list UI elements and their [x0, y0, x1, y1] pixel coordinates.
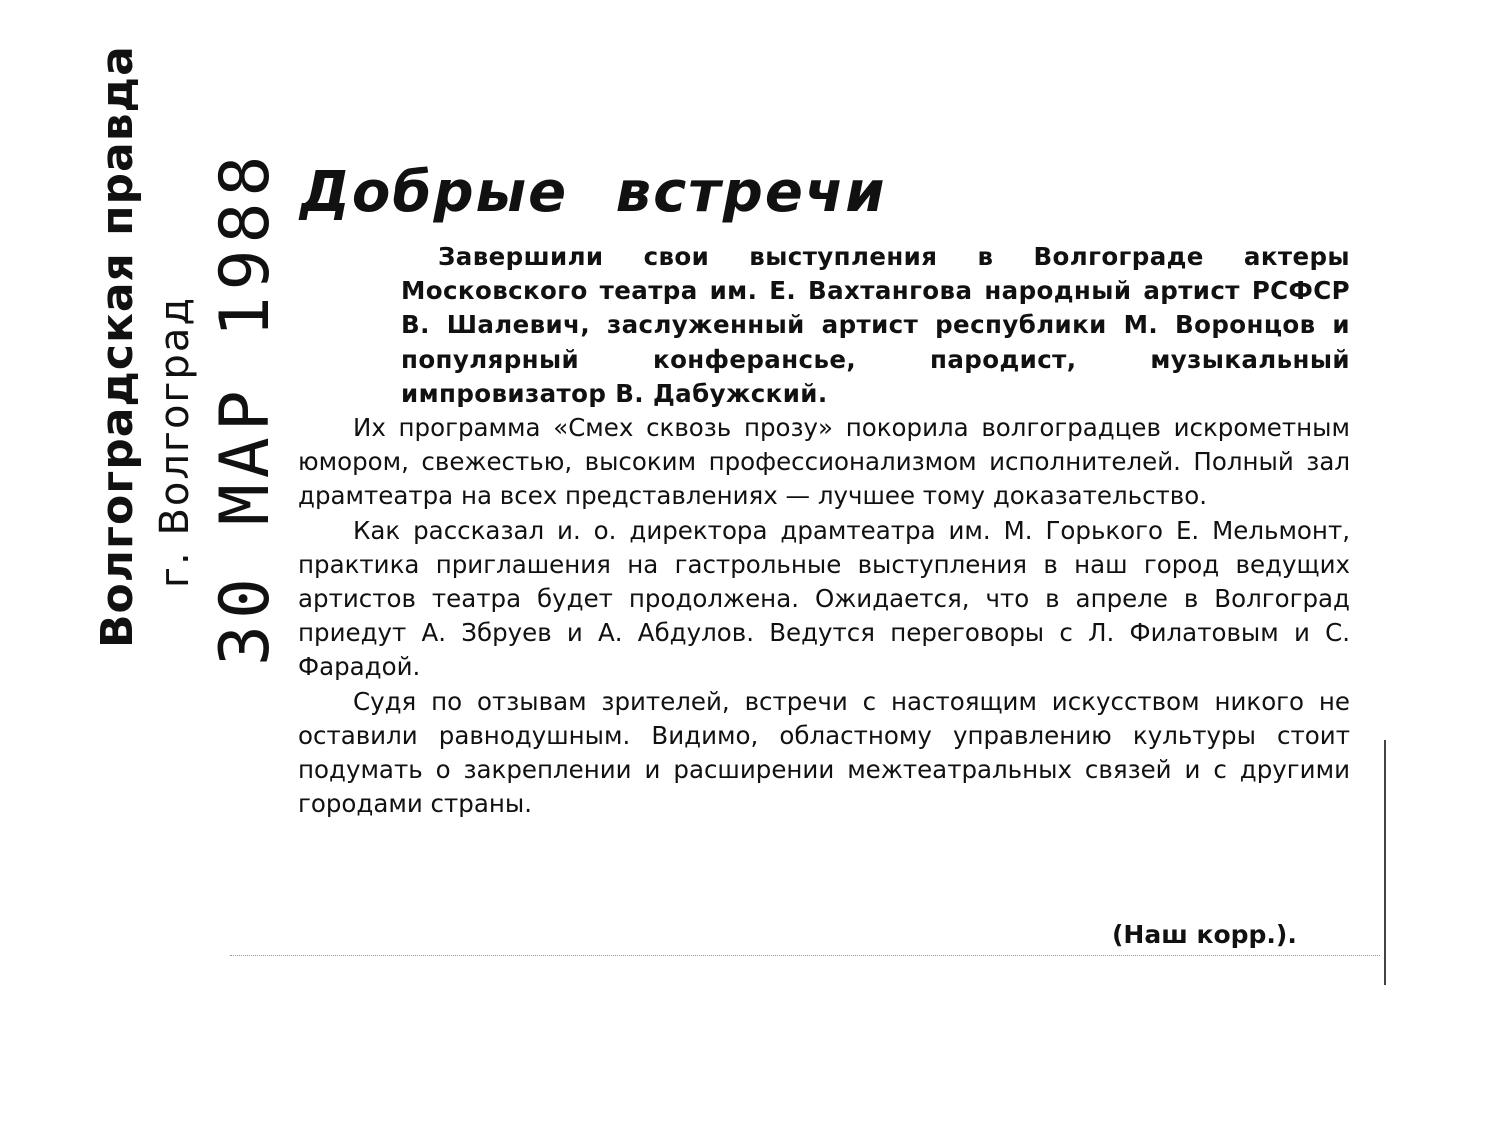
stamp-newspaper-name: Волгоградская правда: [92, 45, 143, 648]
article-lead: Завершили свои выступления в Волгограде актеры Московского театра им. Е. Вахтангова народный артист РСФСР В. Шалевич, заслуженный артист республики М. Воронцов и популярный конферансье, пародист, музыкальный импровизатор В. Дабужский.: [401, 242, 1350, 408]
stamp-city: г. Волгоград: [152, 296, 198, 588]
clipping-right-edge: [1384, 740, 1386, 985]
article-headline: Добрые встречи: [300, 160, 887, 225]
article-paragraph: Как рассказал и. о. директора драмтеатра им. М. Горького Е. Мельмонт, практика приглашения на гастрольные выступления в наш город ведущих артистов театра будет продолжена. Ожидается, что в апреле в Волгоград приедут А. Збруев и А. Абдулов. Ведутся переговоры с Л. Филатовым и С. Фарадой.: [298, 515, 1350, 682]
article-signature: (Наш корр.).: [1112, 920, 1297, 949]
article-paragraph: Судя по отзывам зрителей, встречи с настоящим искусством никого не оставили равнодушным. Видимо, областному управлению культуры стоит подумать о закреплении и расширении межтеатральных связей и с другими городами страны.: [298, 686, 1350, 819]
clipping-bottom-edge: [230, 955, 1380, 956]
stamp-date: 30 МАР 1988: [206, 149, 285, 666]
article-paragraph: Их программа «Смех сквозь прозу» покорила волгоградцев искрометным юмором, свежестью, высоким профессионализмом исполнителей. Полный зал драмтеатра на всех представлениях — лучшее тому доказательство.: [298, 413, 1350, 511]
article-body: [298, 240, 1350, 821]
